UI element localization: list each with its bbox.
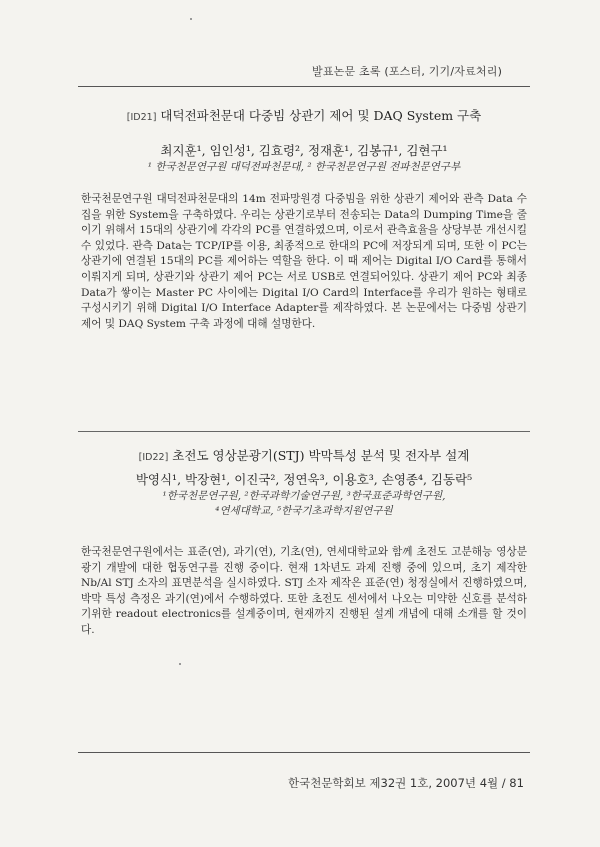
abstract-divider [78,431,530,432]
abstract-body: 한국천문연구원 대덕전파천문대의 14m 전파망원경 다중빔을 위한 상관기 제어와 관측 Data 수집을 위한 System을 구축하였다. 우리는 상관기로부터 전송되는 Data의 Dumping Time을 줄이기 위해서 15대의 상관기에 각각의 PC를 연결하였으며, 이로서 관측효율을 상당부분 개선시킬 수 있었다. 관측 Data는 TCP/IP를 이용, 최종적으로 한대의 PC에 저장되게 되며, 또한 이 PC는 상관기에 연결된 15대의 PC를 제어하는 역할을 한다. 이 때 제어는 Digital I/O Card를 통해서 이뤄지게 되며, 상관기와 상관기 제어 PC는 서로 USB로 연결되어있다. 상관기 제어 PC와 최종 Data가 쌓이는 Master PC 사이에는 Digital I/O Card의 Interface를 우리가 원하는 형태로 구성시키기 위해 Digital I/O Interface Adapter를 제작하였다. 본 논문에서는 다중빔 상관기 제어 및 DAQ System 구축 과정에 대해 설명한다. [81,193,527,330]
scan-speck [190,18,192,20]
author-list: 박영식¹, 박장현¹, 이진국², 정연욱³, 이용호³, 손영종⁴, 김동락⁵ [135,472,473,487]
abstract-title [78,446,530,464]
header-rule [78,86,530,87]
abstract-id: [ID21] [126,112,157,123]
abstract-title-text: 대덕전파천문대 다중빔 상관기 제어 및 DAQ System 구축 [160,108,482,123]
scan-speck [179,663,181,665]
affiliation-line: ¹ 한국천문연구원 대덕전파천문대, ² 한국천문연구원 전파천문연구부 [147,161,461,173]
abstract-title-text: 초전도 영상분광기(STJ) 박막특성 분석 및 전자부 설계 [172,448,470,463]
abstract-id: [ID22] [138,452,169,463]
affiliation-line: ⁴연세대학교, ⁵한국기초과학지원연구원 [215,505,393,517]
author-list: 최지훈¹, 임인성¹, 김효령², 정재훈¹, 김봉규¹, 김현구¹ [160,143,448,158]
affiliation-line: ¹한국천문연구원, ²한국과학기술연구원, ³한국표준과학연구원, [162,490,446,502]
abstract-title [78,106,530,124]
page-footer: 한국천문학회보 제32권 1호, 2007년 4월 / 81 [288,776,524,790]
footer-rule [78,752,530,753]
abstract-body: 한국천문연구원에서는 표준(연), 과기(연), 기초(연), 연세대학교와 함께 초전도 고분해능 영상분광기 개발에 대한 협동연구를 진행 중이다. 현재 1차년도 과제 진행 중에 있으며, 초기 제작한 Nb/Al STJ 소자의 표면분석을 실시하였다. STJ 소자 제작은 표준(연) 청정실에서 진행하였으며, 박막 특성 측정은 과기(연)에서 수행하였다. 또한 초전도 센서에서 나오는 미약한 신호를 분석하기위한 readout electronics를 설계중이며, 현재까지 진행된 설계 개념에 대해 소개를 할 것이다. [81,546,527,636]
section-header: 발표논문 초록 (포스터, 기기/자료처리) [312,65,503,78]
